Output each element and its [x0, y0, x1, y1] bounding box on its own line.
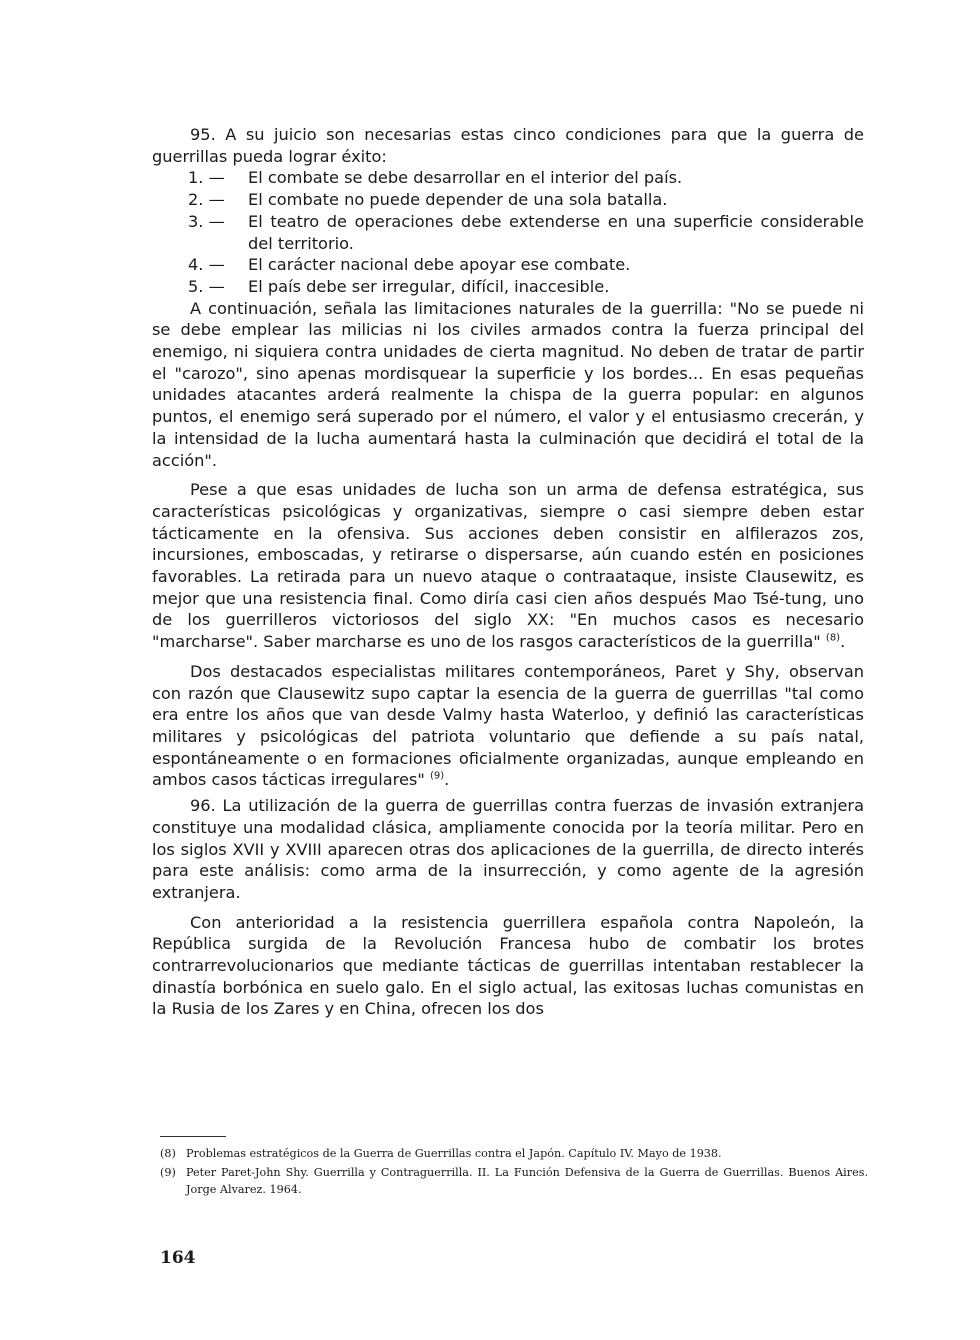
condition-item — [152, 254, 864, 276]
footnote — [160, 1164, 868, 1199]
footnote-divider — [160, 1136, 226, 1137]
limitations-paragraph: A continuación, señala las limitaciones naturales de la guerrilla: "No se puede ni se debe emplear las milicias ni los civiles armados contra la fuerza principal del enemigo, ni siquiera contra unidades de cierta magnitud. No deben de tratar de partir el "carozo", sino apenas mordisquear la superficie y los bordes... En esas pequeñas unidades atacantes arderá realmente la chispa de la guerra popular: en algunos puntos, el enemigo será superado por el número, el valor y el entusiasmo crecerán, y la intensidad de la lucha aumentará hasta la culminación que decidirá el total de la acción". — [152, 298, 864, 470]
page-number: 164 — [160, 1248, 196, 1268]
footnote — [160, 1145, 868, 1163]
condition-text: El combate se debe desarrollar en el interior del país. — [248, 168, 683, 188]
condition-item — [152, 167, 864, 189]
footnote-reference: (8) — [825, 632, 841, 644]
offensive-tactics-paragraph — [152, 479, 864, 653]
condition-marker: 4. — — [188, 255, 225, 275]
footnote-reference: (9) — [429, 771, 445, 782]
condition-marker: 2. — — [188, 190, 225, 210]
footnote-text: Problemas estratégicos de la Guerra de Guerrillas contra el Japón. Capítulo IV. Mayo de 1938. — [186, 1147, 722, 1160]
footnote-number: (9) — [160, 1165, 176, 1179]
main-text — [152, 124, 864, 1020]
paragraph-end: . — [444, 770, 450, 790]
condition-text: El combate no puede depender de una sola batalla. — [248, 190, 668, 210]
footnote-text: Peter Paret-John Shy. Guerrilla y Contraguerrilla. II. La Función Defensiva de la Guerra de Guerrillas. Buenos Aires. Jorge Alvarez. 1964. — [186, 1165, 868, 1196]
counterrevolution-paragraph: Con anterioridad a la resistencia guerrillera española contra Napoleón, la República surgida de la Revolución Francesa hubo de combatir los brotes contrarrevolucionarios que mediante tácticas de guerrillas intentaban restablecer la dinastía borbónica en suelo galo. En el siglo actual, las exitosas luchas comunistas en la Rusia de los Zares y en China, ofrecen los dos — [152, 912, 864, 1019]
paret-shy-paragraph — [152, 661, 864, 791]
condition-marker: 3. — — [188, 211, 225, 231]
condition-item — [152, 189, 864, 211]
condition-item — [152, 276, 864, 298]
paragraph-text: Pese a que esas unidades de lucha son un arma de defensa estratégica, sus características psicológicas y organizativas, siempre o casi siempre deben estar tácticamente en la ofensiva. Sus acciones deben consistir en alfilerazos zos, incursiones, emboscadas, y retirarse o dispersarse, aún cuando estén en posiciones favorables. La retirada para un nuevo ataque o contraataque, insiste Clausewitz, es mejor que una resistencia final. Como diría casi cien años después Mao Tsé-tung, uno de los guerrilleros victoriosos del siglo XX: "En muchos casos es necesario "marcharse". Saber marcharse es uno de los rasgos característicos de la guerrilla" — [152, 480, 864, 652]
condition-item — [152, 211, 864, 254]
condition-marker: 5. — — [188, 276, 225, 296]
footnotes — [160, 1136, 868, 1200]
section-95-intro: 95. A su juicio son necesarias estas cinco condiciones para que la guerra de guerrillas pueda lograr éxito: — [152, 125, 864, 166]
paragraph-end: . — [840, 632, 846, 652]
condition-marker: 1. — — [188, 168, 225, 188]
condition-text: El teatro de operaciones debe extenderse en una superficie considerable del territorio. — [248, 211, 864, 253]
section-96-paragraph: 96. La utilización de la guerra de guerrillas contra fuerzas de invasión extranjera constituye una modalidad clásica, ampliamente conocida por la teoría militar. Pero en los siglos XVII y XVIII aparecen otras dos aplicaciones de la guerrilla, de directo interés para este análisis: como arma de la insurrección, y como agente de la agresión extranjera. — [152, 796, 864, 902]
condition-text: El país debe ser irregular, difícil, inaccesible. — [248, 276, 610, 296]
condition-text: El carácter nacional debe apoyar ese combate. — [248, 255, 631, 275]
footnote-number: (8) — [160, 1147, 176, 1160]
paragraph-text: Dos destacados especialistas militares contemporáneos, Paret y Shy, observan con razón que Clausewitz supo captar la esencia de la guerra de guerrillas "tal como era entre los años que van desde Valmy hasta Waterloo, y definió las características militares y psicológicas del patriota voluntario que defiende a su país natal, espontáneamente o en formaciones oficialmente organizadas, aunque empleando en ambos casos tácticas irregulares" — [152, 661, 864, 790]
